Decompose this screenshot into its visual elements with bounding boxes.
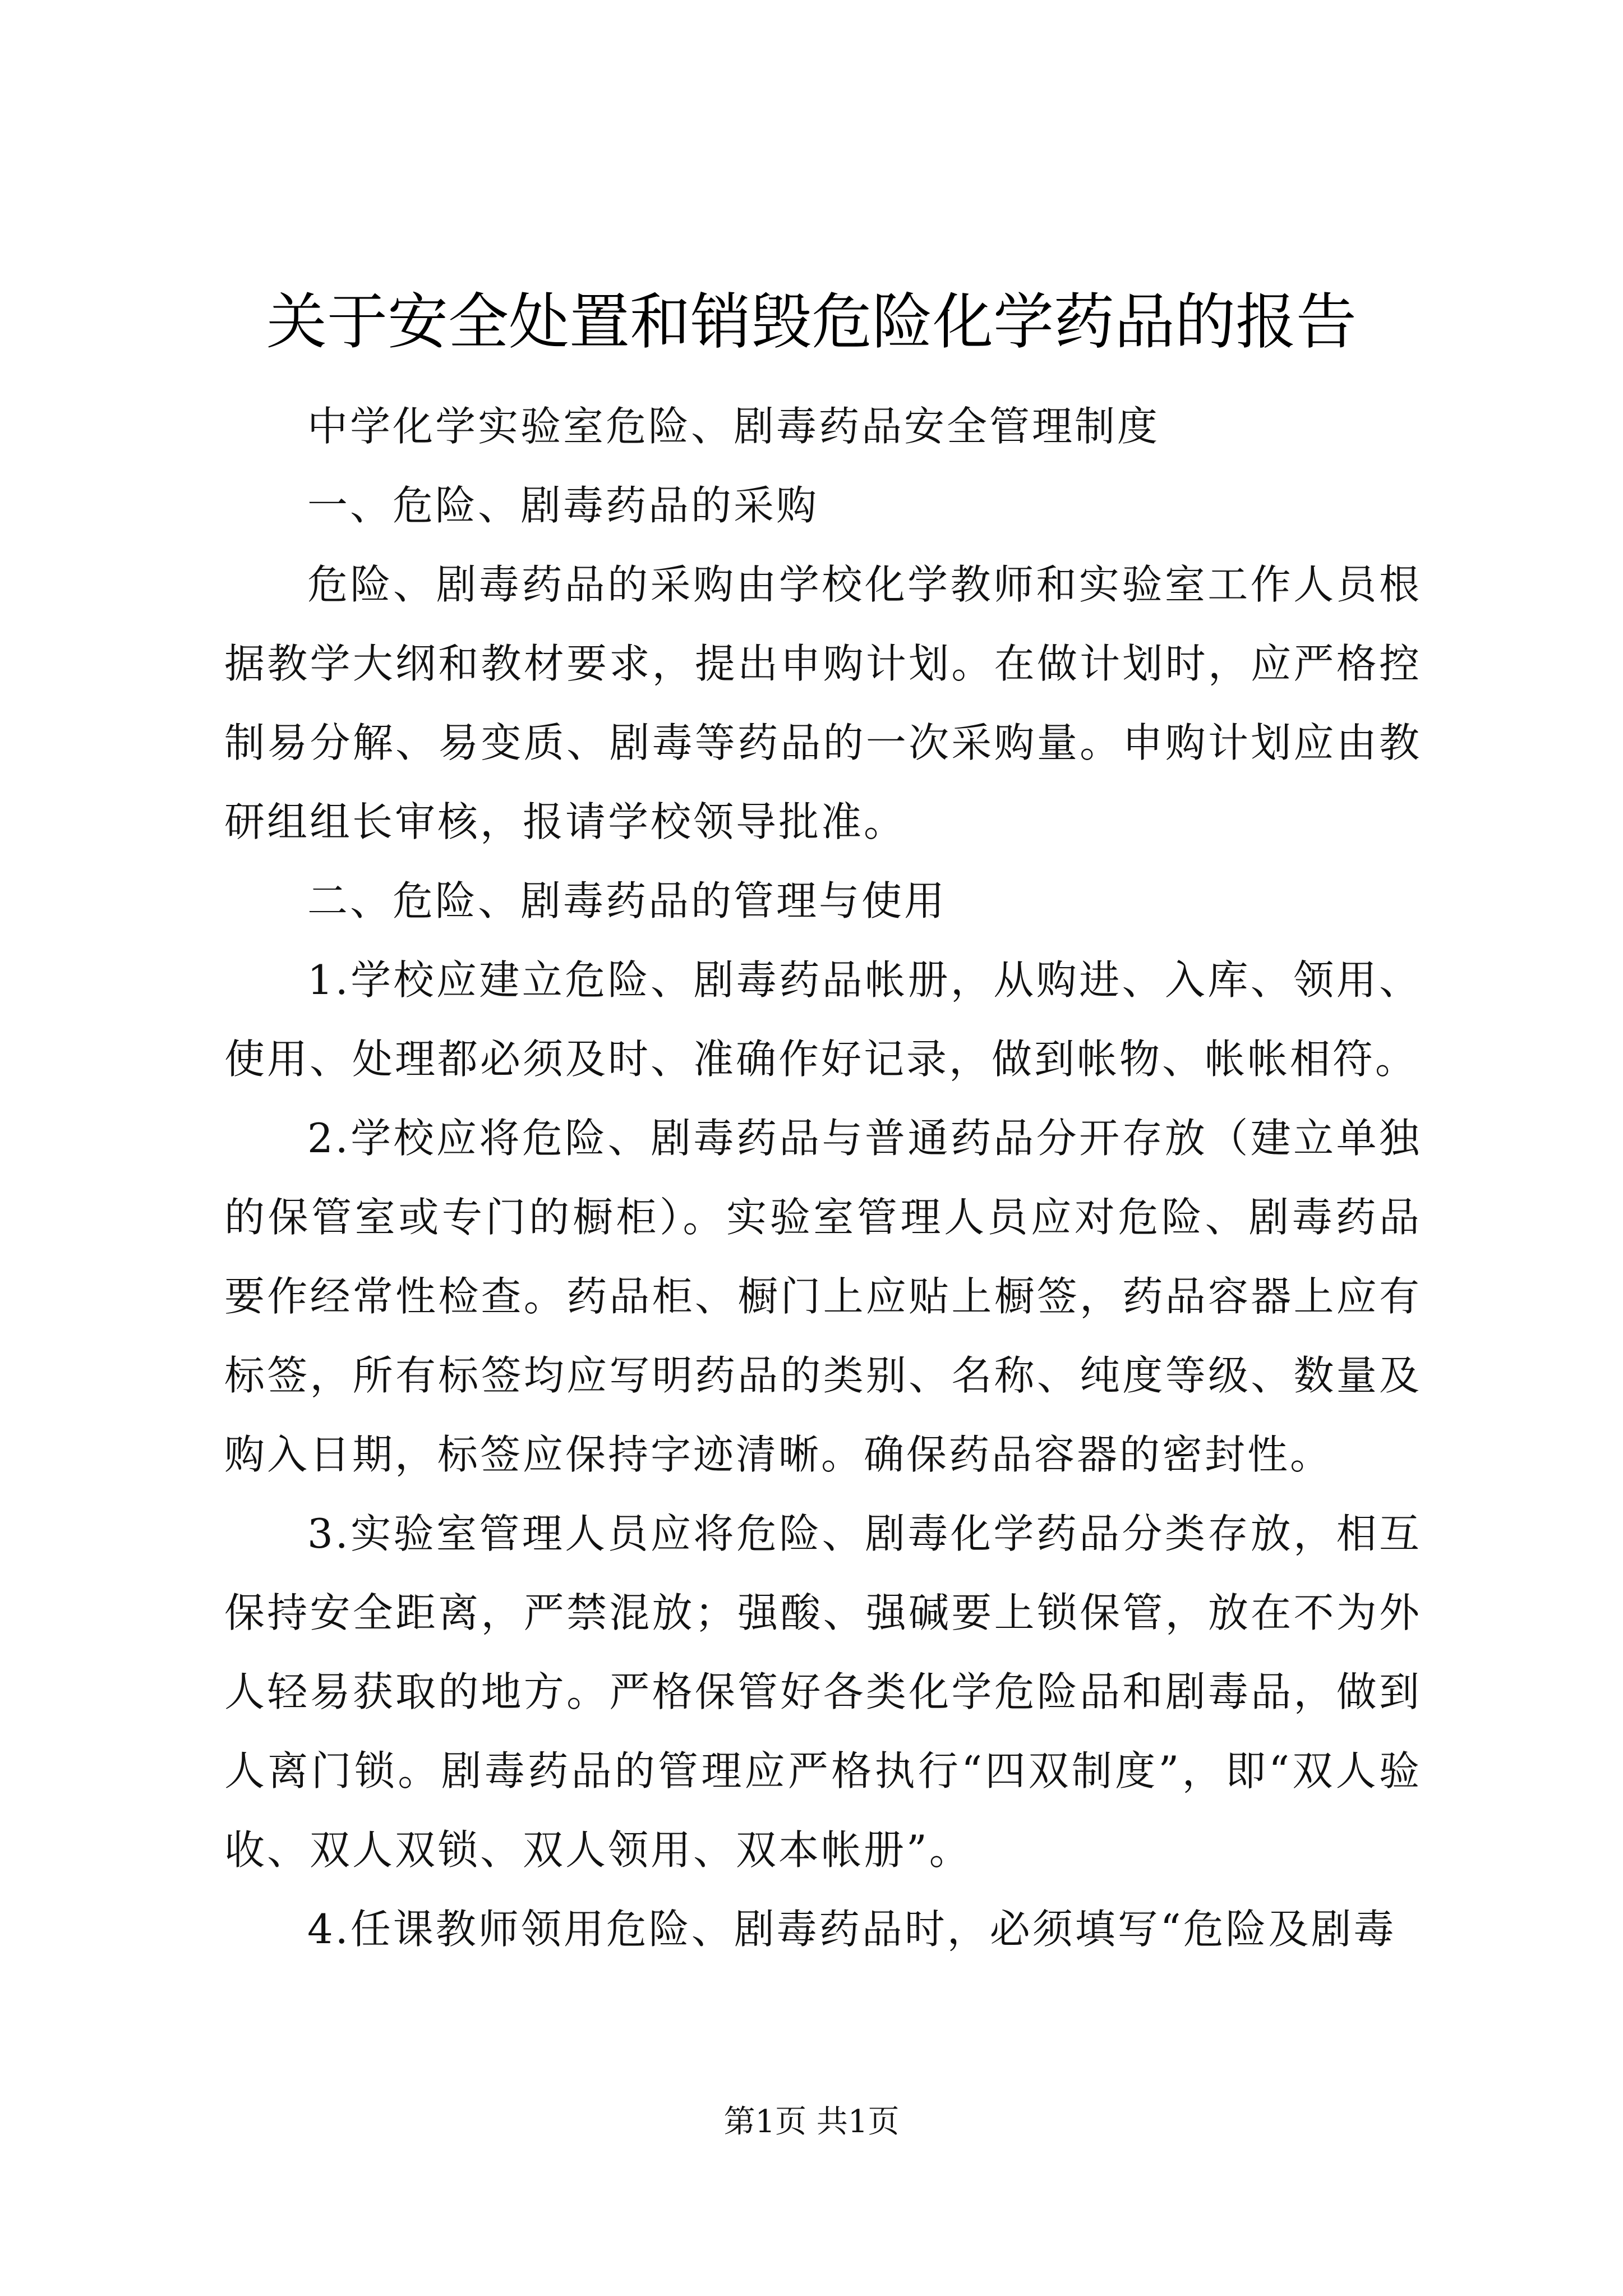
document-body	[224, 387, 1422, 1969]
body-paragraph: 1.学校应建立危险、剧毒药品帐册，从购进、入库、领用、使用、处理都必须及时、准确作好记录，做到帐物、帐帐相符。	[224, 956, 1422, 1083]
document-title: 关于安全处置和销毁危险化学药品的报告	[266, 287, 1357, 357]
body-paragraph: 3.实验室管理人员应将危险、剧毒化学药品分类存放，相互保持安全距离，严禁混放；强酸、强碱要上锁保管，放在不为外人轻易获取的地方。严格保管好各类化学危险品和剧毒品，做到人离门锁。剧毒药品的管理应严格执行“四双制度”，即“双人验收、双人双锁、双人领用、双本帐册”。	[224, 1510, 1422, 1874]
body-paragraph: 4.任课教师领用危险、剧毒药品时，必须填写“危险及剧毒	[307, 1906, 1396, 1953]
body-paragraph: 2.学校应将危险、剧毒药品与普通药品分开存放（建立单独的保管室或专门的橱柜）。实验室管理人员应对危险、剧毒药品要作经常性检查。药品柜、橱门上应贴上橱签，药品容器上应有标签，所有标签均应写明药品的类别、名称、纯度等级、数量及购入日期，标签应保持字迹清晰。确保药品容器的密封性。	[224, 1115, 1422, 1478]
subtitle: 中学化学实验室危险、剧毒药品安全管理制度	[307, 403, 1160, 450]
body-paragraph: 危险、剧毒药品的采购由学校化学教师和实验室工作人员根据教学大纲和教材要求，提出申购计划。在做计划时，应严格控制易分解、易变质、剧毒等药品的一次采购量。申购计划应由教研组组长审核，报请学校领导批准。	[224, 561, 1422, 845]
section-heading-management: 二、危险、剧毒药品的管理与使用	[307, 877, 947, 924]
section-heading-procurement: 一、危险、剧毒药品的采购	[307, 482, 819, 529]
page-footer: 第1页 共1页	[723, 2104, 900, 2140]
